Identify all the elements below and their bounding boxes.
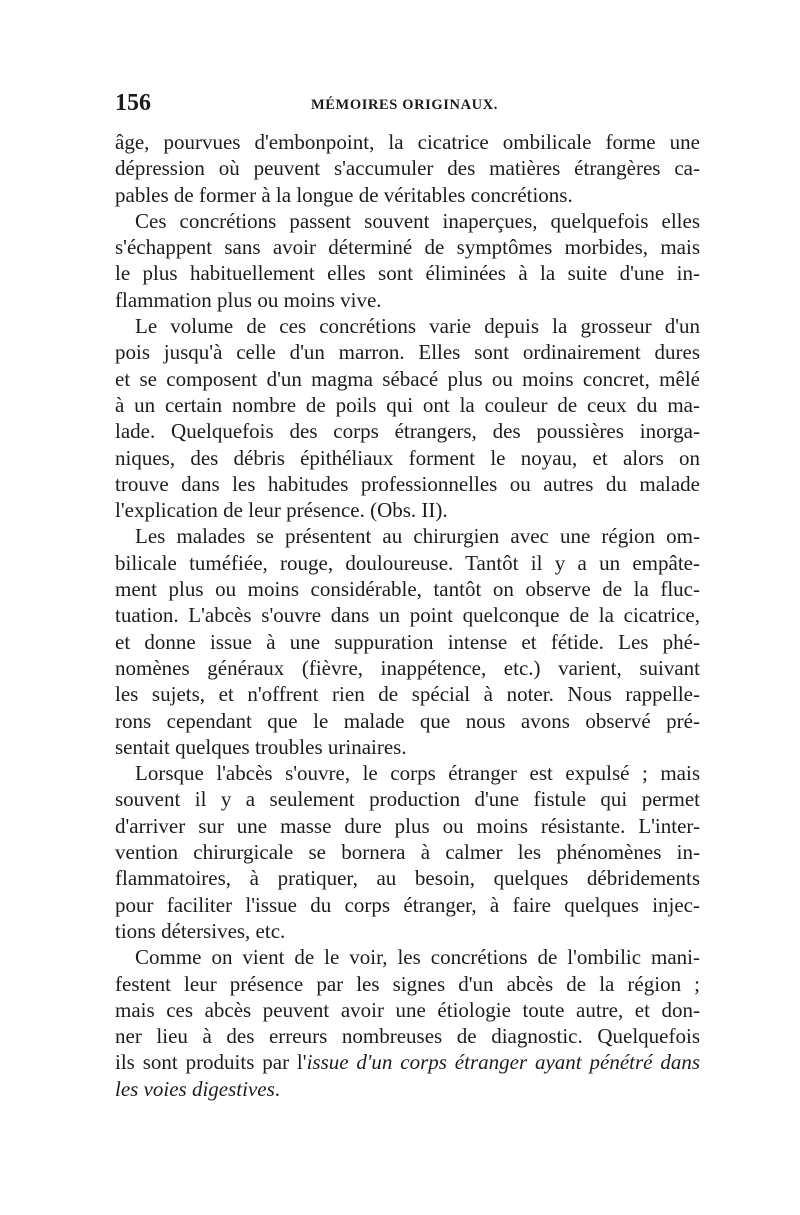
roman-segment: . — [274, 1076, 281, 1101]
text-line: sentait quelques troubles urinaires. — [115, 734, 407, 759]
text-line: à un certain nombre de poils qui ont la couleur de ceux du ma- — [115, 392, 700, 417]
text-line: tions détersives, etc. — [115, 918, 286, 943]
text-line: mais ces abcès peuvent avoir une étiologie toute autre, et don- — [115, 997, 700, 1022]
italic-segment: les voies digestives — [115, 1076, 275, 1101]
text-line: s'échappent sans avoir déterminé de symptômes morbides, mais — [115, 235, 700, 260]
text-line: Lorsque l'abcès s'ouvre, le corps étranger est expulsé ; mais — [135, 761, 700, 786]
text-line: festent leur présence par les signes d'un abcès de la région ; — [115, 971, 700, 996]
text-line: niques, des débris épithéliaux forment le noyau, et alors on — [115, 445, 700, 470]
text-line-mixed — [115, 1049, 700, 1075]
page-number: 156 — [115, 90, 151, 116]
text-line: et se composent d'un magma sébacé plus ou moins concret, mêlé — [115, 366, 700, 391]
text-line: ner lieu à des erreurs nombreuses de diagnostic. Quelquefois — [115, 1024, 700, 1049]
text-line: tuation. L'abcès s'ouvre dans un point quelconque de la cicatrice, — [115, 603, 700, 628]
text-line-mixed — [115, 1076, 700, 1102]
text-line: pables de former à la longue de véritables concrétions. — [115, 182, 573, 207]
text-line: d'arriver sur une masse dure plus ou moins résistante. L'inter- — [115, 813, 700, 838]
text-line: et donne issue à une suppuration intense et fétide. Les phé- — [115, 629, 700, 654]
text-line: Les malades se présentent au chirurgien avec une région om- — [135, 524, 700, 549]
text-line: les sujets, et n'offrent rien de spécial à noter. Nous rappelle- — [115, 682, 700, 707]
text-line: bilicale tuméfiée, rouge, douloureuse. Tantôt il y a un empâte- — [115, 550, 700, 575]
italic-segment: issue d'un corps étranger ayant pénétré dans — [306, 1050, 700, 1075]
text-line: flammatoires, à pratiquer, au besoin, quelques débridements — [115, 866, 700, 891]
text-line: Comme on vient de le voir, les concrétions de l'ombilic mani- — [135, 945, 700, 970]
text-line: pois jusqu'à celle d'un marron. Elles sont ordinairement dures — [115, 340, 700, 365]
text-line: pour faciliter l'issue du corps étranger, à faire quelques injec- — [115, 892, 700, 917]
text-line: âge, pourvues d'embonpoint, la cicatrice ombilicale forme une — [115, 130, 700, 154]
text-line: ment plus ou moins considérable, tantôt on observe de la fluc- — [115, 577, 700, 602]
text-line: Ces concrétions passent souvent inaperçues, quelquefois elles — [135, 208, 700, 233]
text-line: rons cependant que le malade que nous avons observé pré- — [115, 708, 700, 733]
running-title: MÉMOIRES ORIGINAUX. — [311, 97, 499, 113]
body-text — [115, 129, 700, 1102]
roman-segment: ils sont produits par l' — [115, 1050, 307, 1075]
text-line: lade. Quelquefois des corps étrangers, des poussières inorga- — [115, 419, 700, 444]
text-line: l'explication de leur présence. (Obs. II). — [115, 498, 448, 523]
text-line: souvent il y a seulement production d'une fistule qui permet — [115, 787, 700, 812]
text-line: vention chirurgicale se bornera à calmer les phénomènes in- — [115, 840, 700, 865]
text-line: trouve dans les habitudes professionnelles ou autres du malade — [115, 471, 700, 496]
text-line: dépression où peuvent s'accumuler des matières étrangères ca- — [115, 156, 700, 181]
text-line: flammation plus ou moins vive. — [115, 287, 382, 312]
text-line: Le volume de ces concrétions varie depuis la grosseur d'un — [135, 314, 700, 339]
running-head — [115, 90, 700, 124]
text-line: nomènes généraux (fièvre, inappétence, etc.) varient, suivant — [115, 655, 700, 680]
text-line: le plus habituellement elles sont éliminées à la suite d'une in- — [115, 261, 700, 286]
